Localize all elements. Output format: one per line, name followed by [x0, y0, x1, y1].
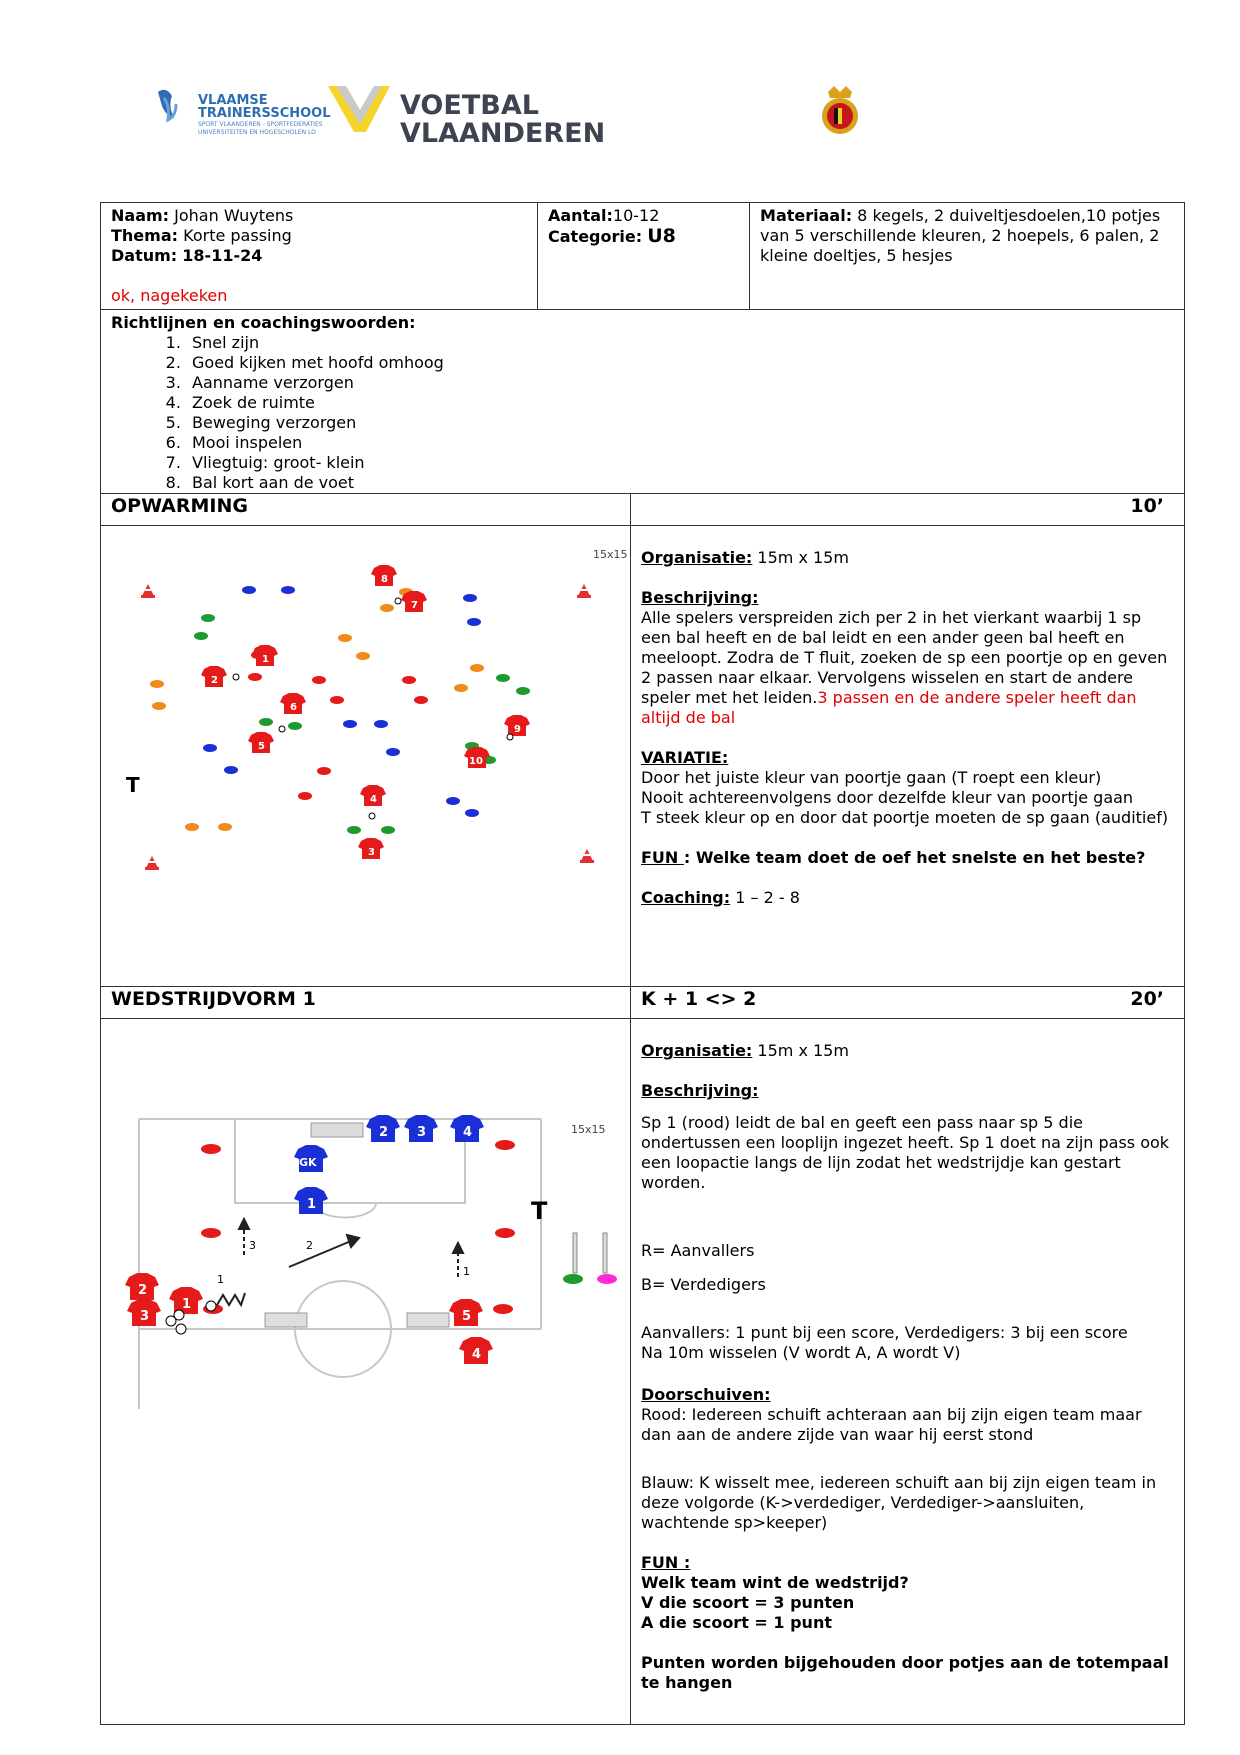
game1-fun-line: A die scoort = 1 punt	[641, 1613, 832, 1632]
game1-row	[101, 1019, 1185, 1725]
marker-blue	[465, 809, 479, 817]
marker-green	[347, 826, 361, 834]
thema-value: Korte passing	[183, 226, 292, 245]
marker-green	[194, 632, 208, 640]
marker-green	[496, 674, 510, 682]
player-jersey-icon	[404, 1115, 438, 1142]
marker-orange	[470, 664, 484, 672]
player-jersey-icon	[125, 1273, 159, 1300]
header-logos	[150, 80, 1050, 154]
ball-icon	[233, 674, 239, 680]
guideline-item: 6. Mooi inspelen	[186, 433, 1174, 453]
player-jersey-icon	[450, 1115, 484, 1142]
svg-text:9: 9	[514, 724, 521, 735]
voetbal-vlaanderen-logo	[328, 86, 605, 149]
arrow-number: 1	[463, 1265, 470, 1278]
marker-red	[414, 696, 428, 704]
pitch-lines	[139, 1119, 541, 1409]
svg-text:8: 8	[381, 574, 388, 585]
game1-score-line: Na 10m wisselen (V wordt A, A wordt V)	[641, 1343, 961, 1362]
player-jersey-icon	[401, 591, 427, 612]
marker-green	[259, 718, 273, 726]
review-note: ok, nagekeken	[111, 286, 228, 305]
game1-org-value: 15m x 15m	[752, 1041, 849, 1060]
marker-blue	[343, 720, 357, 728]
player-jersey-icon	[294, 1187, 328, 1214]
warmup-coach-label: Coaching:	[641, 888, 731, 907]
marker-red	[201, 1144, 221, 1154]
warmup-fun-label: FUN	[641, 848, 684, 867]
arrow-number: 2	[306, 1239, 313, 1252]
info-left	[101, 203, 538, 310]
guideline-item: 4. Zoek de ruimte	[186, 393, 1174, 413]
marker-pink	[597, 1274, 617, 1284]
svg-text:10: 10	[469, 756, 483, 767]
game1-diagram-cell	[101, 1019, 631, 1725]
aantal-value: 10-12	[612, 206, 660, 225]
game1-header-row	[101, 987, 1185, 1019]
marker-green	[563, 1274, 583, 1284]
materiaal-label: Materiaal:	[760, 206, 853, 225]
game1-fun-line: Welk team wint de wedstrijd?	[641, 1573, 909, 1592]
guideline-item: 2. Goed kijken met hoofd omhoog	[186, 353, 1174, 373]
warmup-var-line: Door het juiste kleur van poortje gaan (T roept een kleur)	[641, 768, 1102, 787]
svg-text:4: 4	[370, 794, 377, 805]
warmup-diagram	[101, 526, 631, 981]
naam-value: Johan Wuytens	[174, 206, 294, 225]
player-jersey-icon	[360, 785, 386, 806]
warmup-var-line: Nooit achtereenvolgens door dezelfde kleur van poortje gaan	[641, 788, 1134, 807]
game1-b-line: B= Verdedigers	[641, 1275, 766, 1294]
marker-blue	[463, 594, 477, 602]
ball-icon	[279, 726, 285, 732]
marker-blue	[446, 797, 460, 805]
cone-icon	[145, 856, 159, 870]
svg-text:1: 1	[182, 1297, 192, 1312]
warmup-desc: Alle spelers verspreiden zich per 2 in het vierkant waarbij 1 sp een bal heeft en de bal leidt en een ander geen bal heeft en meeloopt. Zodra de T fluit, zoeken de sp een poortje op en geven 2 passen naar elkaar. Vervolgens wisselen en start de andere speler met het leiden.	[641, 608, 1168, 707]
game1-format: K + 1 <> 2	[641, 988, 757, 1010]
player-jersey-icon	[252, 645, 278, 666]
marker-red	[248, 673, 262, 681]
guideline-item: 5. Beweging verzorgen	[186, 413, 1174, 433]
guidelines-list	[111, 333, 1174, 493]
svg-text:7: 7	[411, 600, 418, 611]
guidelines-cell	[101, 310, 1185, 494]
svg-text:1: 1	[262, 654, 269, 665]
corner-cones	[141, 584, 594, 870]
ball-icon	[174, 1310, 184, 1320]
ball-icon	[206, 1301, 216, 1311]
info-right	[750, 203, 1185, 310]
player-jersey-icon	[248, 732, 274, 753]
logo1-line2: TRAINERSSCHOOL	[198, 106, 331, 121]
svg-text:6: 6	[290, 702, 297, 713]
warmup-desc-red: 3 passen en de andere speler heeft dan altijd de bal	[641, 688, 1137, 727]
datum-label: Datum:	[111, 246, 178, 265]
guideline-item: 7. Vliegtuig: groot- klein	[186, 453, 1174, 473]
marker-red	[330, 696, 344, 704]
svg-text:3: 3	[140, 1309, 150, 1324]
goalkeeper-jersey-icon	[294, 1145, 328, 1172]
info-row	[101, 203, 1185, 310]
player-jersey-icon	[127, 1299, 161, 1326]
warmup-fun-text: : Welke team doet de oef het snelste en het beste?	[683, 848, 1146, 867]
marker-orange	[356, 652, 370, 660]
materiaal-value: 8 kegels, 2 duiveltjesdoelen,10 potjes van 5 verschillende kleuren, 2 hoepels, 6 palen, 2 kleine doeltjes, 5 hesjes	[760, 206, 1161, 265]
datum-value: 18-11-24	[182, 246, 263, 265]
marker-orange	[454, 684, 468, 692]
game1-rot-red: Rood: Iedereen schuift achteraan aan bij zijn eigen team maar dan aan de andere zijde van waar hij eerst stond	[641, 1405, 1142, 1444]
game1-title: WEDSTRIJDVORM 1	[101, 987, 631, 1019]
marker-orange	[338, 634, 352, 642]
arrow-number: 3	[249, 1239, 256, 1252]
marker-red	[317, 767, 331, 775]
logo-group	[150, 80, 1050, 150]
guideline-item: 3. Aanname verzorgen	[186, 373, 1174, 393]
player-jersey-icon	[201, 666, 227, 687]
categorie-value: U8	[647, 225, 676, 247]
game1-time: 20’	[1130, 988, 1165, 1010]
gate-markers	[150, 586, 530, 834]
warmup-title: OPWARMING	[101, 494, 631, 526]
svg-text:4: 4	[463, 1125, 473, 1140]
game1-text-cell	[631, 1019, 1185, 1725]
game1-fun-label: FUN :	[641, 1553, 691, 1572]
game1-fun-line: V die scoort = 3 punten	[641, 1593, 855, 1612]
logo1-sub1: SPORT VLAANDEREN - SPORTFEDERATIES	[198, 121, 323, 128]
warmup-row	[101, 526, 1185, 987]
warmup-org-label: Organisatie:	[641, 548, 753, 567]
guideline-item: 1. Snel zijn	[186, 333, 1174, 353]
warmup-org-value: 15m x 15m	[752, 548, 849, 567]
warmup-desc-label: Beschrijving:	[641, 588, 759, 607]
poles-icon	[573, 1233, 607, 1273]
marker-orange	[218, 823, 232, 831]
game1-desc: Sp 1 (rood) leidt de bal en geeft een pass naar sp 5 die ondertussen een looplijn ingezet heeft. Sp 1 doet na zijn pass ook een loopactie langs de lijn zodat het wedstrijdje kan gestart worden.	[641, 1113, 1170, 1192]
svg-text:2: 2	[138, 1283, 148, 1298]
svg-text:5: 5	[258, 741, 265, 752]
goal-icon	[265, 1313, 307, 1327]
svg-text:2: 2	[379, 1125, 389, 1140]
marker-orange	[152, 702, 166, 710]
info-middle	[538, 203, 750, 310]
marker-blue	[386, 748, 400, 756]
player-jersey-icon	[504, 715, 530, 736]
marker-green	[201, 614, 215, 622]
game1-score-line: Aanvallers: 1 punt bij een score, Verdedigers: 3 bij een score	[641, 1323, 1128, 1342]
marker-green	[288, 722, 302, 730]
player-jersey-icon	[169, 1287, 203, 1314]
game1-format-cell	[631, 987, 1185, 1019]
goal-icon	[407, 1313, 449, 1327]
ball-icon	[176, 1324, 186, 1334]
marker-red	[495, 1140, 515, 1150]
categorie-label: Categorie:	[548, 227, 643, 246]
svg-text:4: 4	[472, 1347, 482, 1362]
warmup-time-cell	[631, 494, 1185, 526]
warmup-size-label: 15x15	[593, 548, 628, 561]
cone-icon	[577, 584, 591, 598]
warmup-coach-value: 1 – 2 - 8	[730, 888, 800, 907]
player-jersey-icon	[449, 1299, 483, 1326]
game1-size-label: 15x15	[571, 1123, 606, 1136]
marker-blue	[203, 744, 217, 752]
game1-fun-extra: Punten worden bijgehouden door potjes aan de totempaal te hangen	[641, 1653, 1169, 1692]
aantal-label: Aantal:	[548, 206, 613, 225]
marker-red	[298, 792, 312, 800]
warmup-text-cell	[631, 526, 1185, 987]
marker-red	[493, 1304, 513, 1314]
logo1-sub2: UNIVERSITEITEN EN HOGESCHOLEN LO	[198, 129, 316, 136]
marker-red	[495, 1228, 515, 1238]
svg-text:1: 1	[307, 1197, 317, 1212]
game1-r-line: R= Aanvallers	[641, 1241, 755, 1260]
guidelines-row	[101, 310, 1185, 494]
guidelines-title: Richtlijnen en coachingswoorden:	[111, 313, 416, 332]
svg-text:3: 3	[368, 847, 375, 858]
svg-text:GK: GK	[299, 1156, 317, 1169]
belgian-fa-crest-icon	[822, 86, 858, 134]
warmup-diagram-cell	[101, 526, 631, 987]
marker-red	[402, 676, 416, 684]
ball-icon	[395, 598, 401, 604]
guideline-item: 8. Bal kort aan de voet	[186, 473, 1174, 493]
player-jersey-icon	[358, 838, 384, 859]
game1-rot-blue: Blauw: K wisselt mee, iedereen schuift aan bij zijn eigen team in deze volgorde (K->verdediger, Verdediger->aansluiten, wachtende sp>keeper)	[641, 1473, 1157, 1532]
arrow-number: 1	[217, 1273, 224, 1286]
warmup-header-row	[101, 494, 1185, 526]
player-jersey-icon	[280, 693, 306, 714]
marker-green	[516, 687, 530, 695]
marker-orange	[150, 680, 164, 688]
marker-red	[201, 1228, 221, 1238]
warmup-trainer-label: T	[126, 773, 140, 797]
marker-orange	[380, 604, 394, 612]
ball-icon	[369, 813, 375, 819]
marker-blue	[242, 586, 256, 594]
game1-org-label: Organisatie:	[641, 1041, 753, 1060]
marker-red	[312, 676, 326, 684]
svg-text:5: 5	[462, 1309, 472, 1324]
goal-icon	[311, 1123, 363, 1137]
marker-blue	[281, 586, 295, 594]
logo1-line1: VLAAMSE	[198, 93, 268, 108]
svg-text:3: 3	[417, 1125, 427, 1140]
warmup-var-label: VARIATIE:	[641, 748, 729, 767]
training-sheet	[100, 202, 1185, 1725]
player-jersey-icon	[464, 747, 490, 768]
movement-arrows	[217, 1219, 463, 1305]
thema-label: Thema:	[111, 226, 179, 245]
ball-icon	[507, 734, 513, 740]
naam-label: Naam:	[111, 206, 170, 225]
marker-green	[381, 826, 395, 834]
warmup-var-line: T steek kleur op en door dat poortje moeten de sp gaan (auditief)	[641, 808, 1169, 827]
marker-orange	[185, 823, 199, 831]
vlaamse-trainersschool-logo	[158, 90, 331, 136]
game1-rot-label: Doorschuiven:	[641, 1385, 771, 1404]
svg-text:2: 2	[211, 675, 218, 686]
game1-desc-label: Beschrijving:	[641, 1081, 759, 1100]
marker-blue	[467, 618, 481, 626]
marker-blue	[224, 766, 238, 774]
player-jersey-icon	[459, 1337, 493, 1364]
player-jersey-icon	[366, 1115, 400, 1142]
game1-trainer-label: T	[531, 1197, 548, 1225]
cone-icon	[580, 849, 594, 863]
players	[201, 565, 530, 859]
marker-blue	[374, 720, 388, 728]
cone-icon	[141, 584, 155, 598]
game1-diagram	[101, 1019, 631, 1719]
logo2-line1: VOETBAL	[400, 90, 539, 121]
warmup-time: 10’	[1130, 495, 1165, 517]
player-jersey-icon	[371, 565, 397, 586]
logo2-line2: VLAANDEREN	[400, 118, 606, 149]
